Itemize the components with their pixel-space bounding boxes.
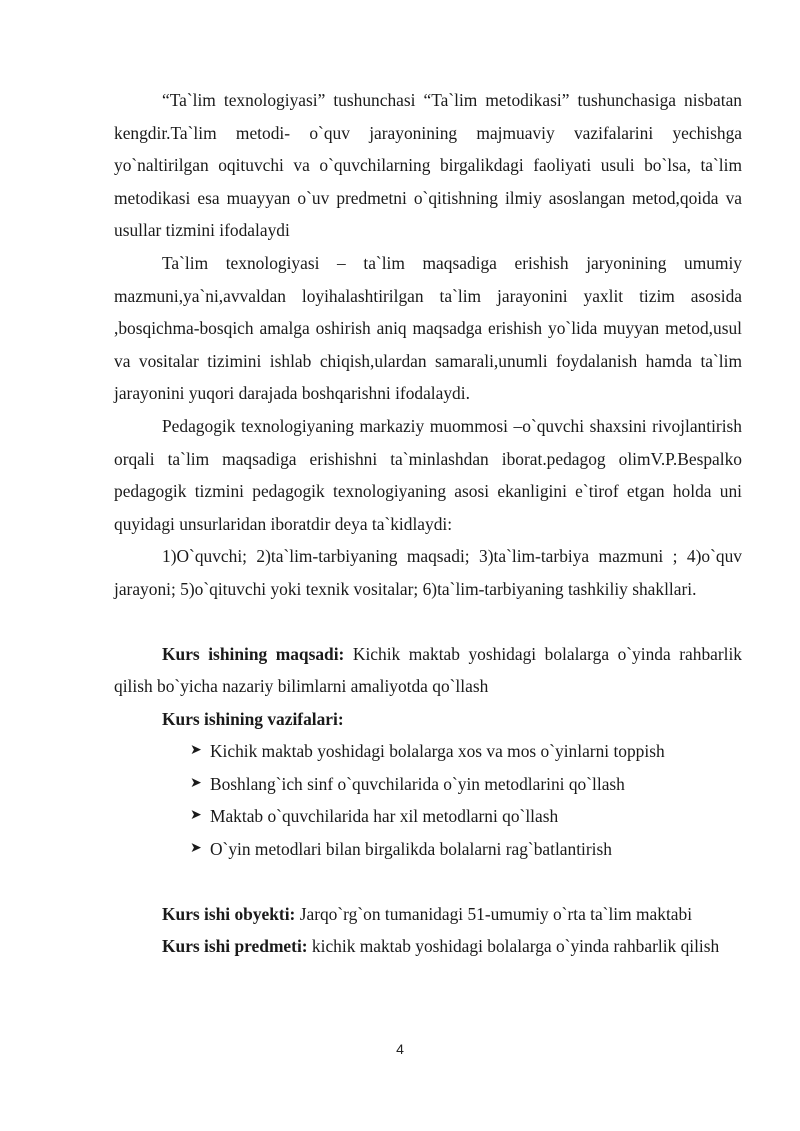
arrow-bullet-icon: ➤ xyxy=(190,808,202,824)
spacer xyxy=(114,606,742,638)
subject-text: kichik maktab yoshidagi bolalarga o`yinda rahbarlik qilish xyxy=(307,936,720,957)
list-item xyxy=(190,800,742,833)
tasks-list xyxy=(114,735,742,865)
goal-section xyxy=(114,638,742,703)
object-section xyxy=(114,898,742,931)
task-text: O`yin metodlari bilan birgalikda bolalarni rag`batlantirish xyxy=(210,839,612,860)
goal-label: Kurs ishining maqsadi: xyxy=(162,643,345,664)
task-text: Maktab o`quvchilarida har xil metodlarni qo`llash xyxy=(210,806,559,827)
arrow-bullet-icon: ➤ xyxy=(190,743,202,759)
document-page xyxy=(114,84,742,963)
spacer xyxy=(114,866,742,898)
page-number: 4 xyxy=(396,1041,404,1057)
paragraph-technology-definition: Ta`lim texnologiyasi – ta`lim maqsadiga erishish jaryonining umumiy mazmuni,ya`ni,avvaldan loyihalashtirilgan ta`lim jarayonini yaxlit tizim asosida ,bosqichma-bosqich amalga oshirish aniq maqsadga erishish yo`lida muyyan metod,usul va vositalar tizimini ishlab chiqish,ulardan samarali,unumli foydalanish hamda ta`lim jarayonini yuqori darajada boshqarishni ifodalaydi. xyxy=(114,252,742,404)
paragraph-elements-list: 1)O`quvchi; 2)ta`lim-tarbiyaning maqsadi; 3)ta`lim-tarbiya mazmuni ; 4)o`quv jarayoni; 5)o`qituvchi yoki texnik vositalar; 6)ta`lim-tarbiyaning tashkiliy shakllari. xyxy=(114,546,742,599)
object-text: Jarqo`rg`on tumanidagi 51-umumiy o`rta ta`lim maktabi xyxy=(295,903,693,924)
tasks-heading: Kurs ishining vazifalari: xyxy=(162,708,344,729)
subject-label: Kurs ishi predmeti: xyxy=(162,936,308,957)
goal-text: Kichik maktab yoshidagi bolalarga o`yinda rahbarlik qilish bo`yicha nazariy bilimlarni amaliyotda qo`llash xyxy=(114,643,743,697)
paragraph-central-problem: Pedagogik texnologiyaning markaziy muommosi –o`quvchi shaxsini rivojlantirish orqali ta`lim maqsadiga erishishni ta`minlashdan iborat.pedagog olimV.P.Bespalko pedagogik tizmini pedagogik texnologiyaning asosi ekanligini e`tirof etgan holda uni quyidagi unsurlaridan iboratdir deya ta`kidlaydi: xyxy=(114,415,742,534)
list-item xyxy=(190,768,742,801)
subject-section xyxy=(114,930,742,963)
arrow-bullet-icon: ➤ xyxy=(190,775,202,791)
task-text: Kichik maktab yoshidagi bolalarga xos va mos o`yinlarni toppish xyxy=(210,741,665,762)
list-item xyxy=(190,833,742,866)
object-label: Kurs ishi obyekti: xyxy=(162,903,296,924)
task-text: Boshlang`ich sinf o`quvchilarida o`yin metodlarini qo`llash xyxy=(210,773,625,794)
paragraph-technology-vs-methodology: “Ta`lim texnologiyasi” tushunchasi “Ta`lim metodikasi” tushunchasiga nisbatan kengdir.Ta`lim metodi- o`quv jarayonining majmuaviy vazifalarini yechishga yo`naltirilgan oqituvchi va o`quvchilarning birgalikdagi faoliyati usuli bo`lsa, ta`lim metodikasi esa muayyan o`uv predmetni o`qitishning ilmiy asoslangan metod,qoida va usullar tizmini ifodalaydi xyxy=(114,90,742,241)
arrow-bullet-icon: ➤ xyxy=(190,841,202,857)
list-item xyxy=(190,735,742,768)
